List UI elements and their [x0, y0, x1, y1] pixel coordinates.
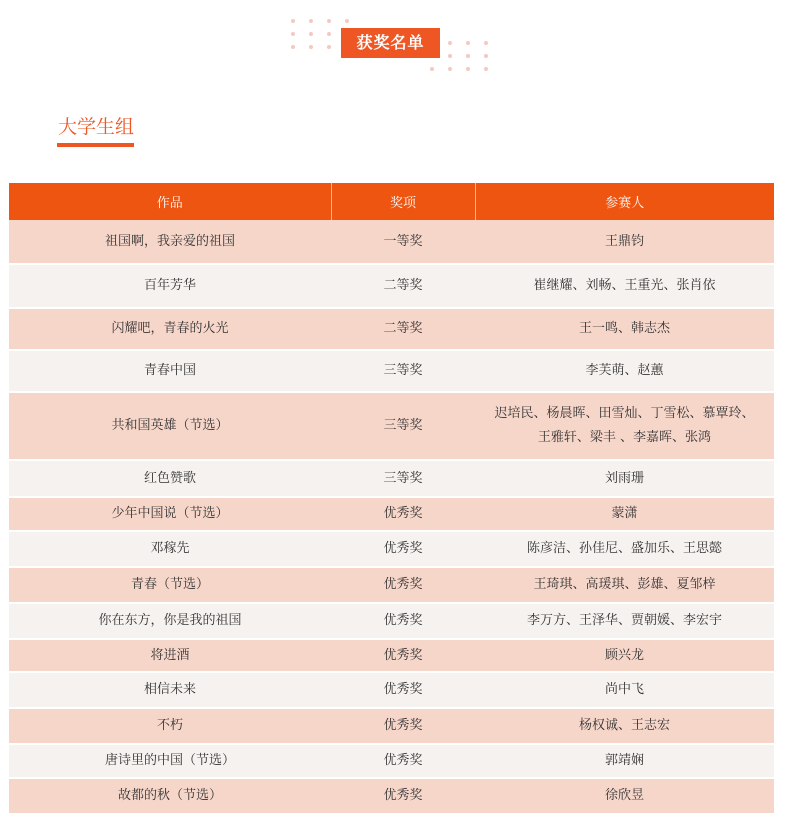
- cell-participants: 刘雨珊: [475, 460, 774, 497]
- cell-participants: 陈彦洁、孙佳尼、盛加乐、王思懿: [475, 531, 774, 567]
- column-header-work: 作品: [9, 183, 331, 220]
- page-title: 获奖名单: [341, 28, 440, 58]
- column-header-participants: 参赛人: [475, 183, 774, 220]
- cell-award: 一等奖: [331, 220, 475, 264]
- table-row: [9, 603, 774, 639]
- cell-award: 优秀奖: [331, 672, 475, 708]
- table-row: [9, 531, 774, 567]
- cell-participants: 王鼎钧: [475, 220, 774, 264]
- cell-participants: 崔继耀、刘畅、王重光、张肖依: [475, 264, 774, 308]
- cell-work: 相信未来: [9, 672, 331, 708]
- cell-award: 二等奖: [331, 264, 475, 308]
- table-row: [9, 744, 774, 778]
- cell-work: 唐诗里的中国（节选）: [9, 744, 331, 778]
- table-row: [9, 350, 774, 392]
- section-underline: [57, 143, 134, 147]
- cell-award: 三等奖: [331, 392, 475, 460]
- table-row: [9, 264, 774, 308]
- cell-award: 三等奖: [331, 460, 475, 497]
- cell-work: 共和国英雄（节选）: [9, 392, 331, 460]
- cell-work: 将进酒: [9, 639, 331, 672]
- table-row: [9, 639, 774, 672]
- column-header-award: 奖项: [331, 183, 475, 220]
- table-row: [9, 708, 774, 744]
- cell-award: 三等奖: [331, 350, 475, 392]
- cell-participants: 徐欣昱: [475, 778, 774, 814]
- cell-participants: 杨权诚、王志宏: [475, 708, 774, 744]
- cell-award: 优秀奖: [331, 603, 475, 639]
- cell-award: 优秀奖: [331, 497, 475, 531]
- cell-work: 不朽: [9, 708, 331, 744]
- cell-work: 祖国啊，我亲爱的祖国: [9, 220, 331, 264]
- cell-participants: 郭靖娴: [475, 744, 774, 778]
- table-row: [9, 392, 774, 460]
- cell-work: 百年芳华: [9, 264, 331, 308]
- table-row: [9, 778, 774, 814]
- cell-work: 红色赞歌: [9, 460, 331, 497]
- cell-work: 邓稼先: [9, 531, 331, 567]
- table-row: [9, 672, 774, 708]
- cell-work: 青春（节选）: [9, 567, 331, 603]
- cell-work: 你在东方，你是我的祖国: [9, 603, 331, 639]
- table-row: [9, 460, 774, 497]
- table-row: [9, 220, 774, 264]
- cell-award: 优秀奖: [331, 531, 475, 567]
- cell-award: 优秀奖: [331, 778, 475, 814]
- cell-participants: 李万方、王泽华、贾朝媛、李宏宇: [475, 603, 774, 639]
- cell-award: 优秀奖: [331, 567, 475, 603]
- cell-participants: 李芙萌、赵蕙: [475, 350, 774, 392]
- awards-table: [9, 183, 774, 815]
- cell-award: 优秀奖: [331, 744, 475, 778]
- cell-participants: 顾兴龙: [475, 639, 774, 672]
- cell-work: 故都的秋（节选）: [9, 778, 331, 814]
- cell-participants: 尚中飞: [475, 672, 774, 708]
- cell-work: 少年中国说（节选）: [9, 497, 331, 531]
- cell-participants: 迟培民、杨晨晖、田雪灿、丁雪松、慕覃玲、王雅轩、梁丰 、李嘉晖、张鸿: [475, 392, 774, 460]
- cell-participants: 王琦琪、高瑗琪、彭雄、夏邹梓: [475, 567, 774, 603]
- cell-participants: 王一鸣、韩志杰: [475, 308, 774, 350]
- cell-award: 优秀奖: [331, 639, 475, 672]
- table-row: [9, 497, 774, 531]
- cell-work: 闪耀吧，青春的火光: [9, 308, 331, 350]
- cell-work: 青春中国: [9, 350, 331, 392]
- cell-participants: 蒙潇: [475, 497, 774, 531]
- table-row: [9, 308, 774, 350]
- cell-award: 优秀奖: [331, 708, 475, 744]
- table-header-row: [9, 183, 774, 220]
- table-row: [9, 567, 774, 603]
- section-title: 大学生组: [58, 116, 135, 138]
- cell-award: 二等奖: [331, 308, 475, 350]
